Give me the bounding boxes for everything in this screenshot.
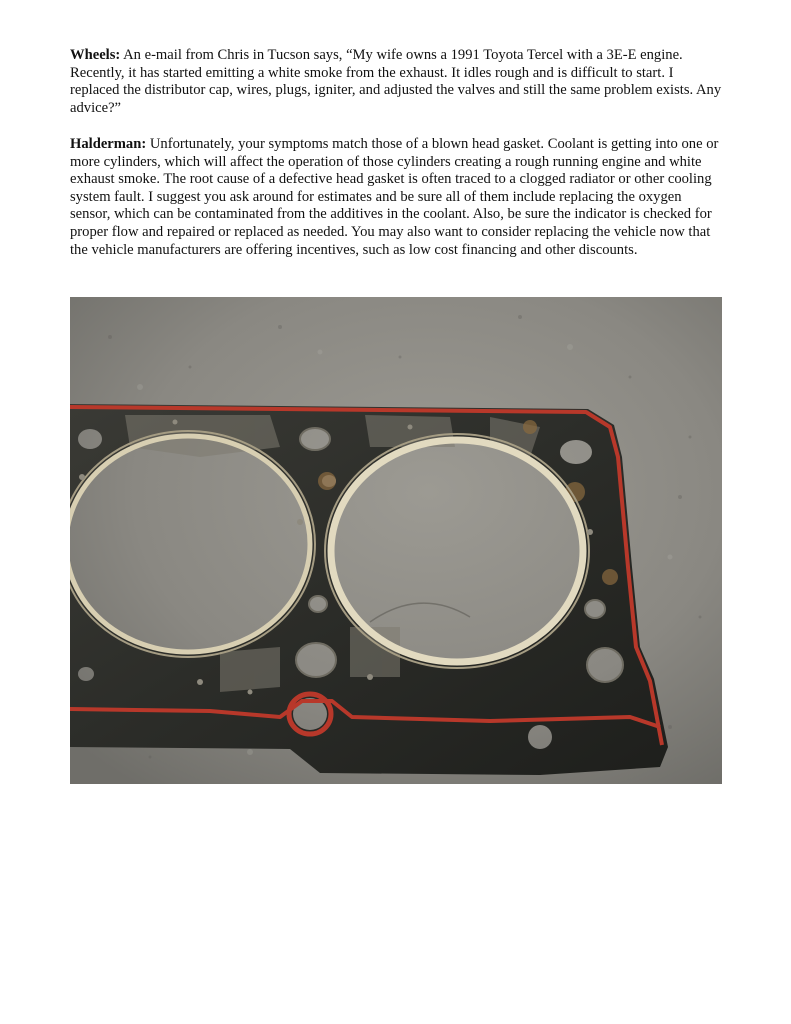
wheels-label: Wheels: <box>70 47 121 63</box>
head-gasket-photo <box>70 297 722 784</box>
answer-text: Unfortunately, your symptoms match those of a blown head gasket. Coolant is getting into one or more cylinders, which will affect the operation of those cylinders creating a rough running engine and white exhaust smoke. The root cause of a defective head gasket is often traced to a clogged radiator or other cooling system fault. I suggest you ask around for estimates and be sure all of them include replacing the oxygen sensor, which can be contaminated from the additives in the coolant. Also, be sure the indicator is checked for proper flow and repaired or replaced as needed. You may also want to consider replacing the vehicle now that the vehicle manufacturers are offering incentives, such as low cost financing and other discounts. <box>70 136 719 258</box>
answer-paragraph <box>70 136 722 259</box>
question-text: An e-mail from Chris in Tucson says, “My wife owns a 1991 Toyota Tercel with a 3E-E engine. Recently, it has started emitting a white smoke from the exhaust. It idles rough and is difficult to start. I replaced the distributor cap, wires, plugs, igniter, and adjusted the valves and still the same problem exists. Any advice?” <box>70 47 722 116</box>
halderman-label: Halderman: <box>70 136 147 152</box>
question-paragraph <box>70 47 722 117</box>
